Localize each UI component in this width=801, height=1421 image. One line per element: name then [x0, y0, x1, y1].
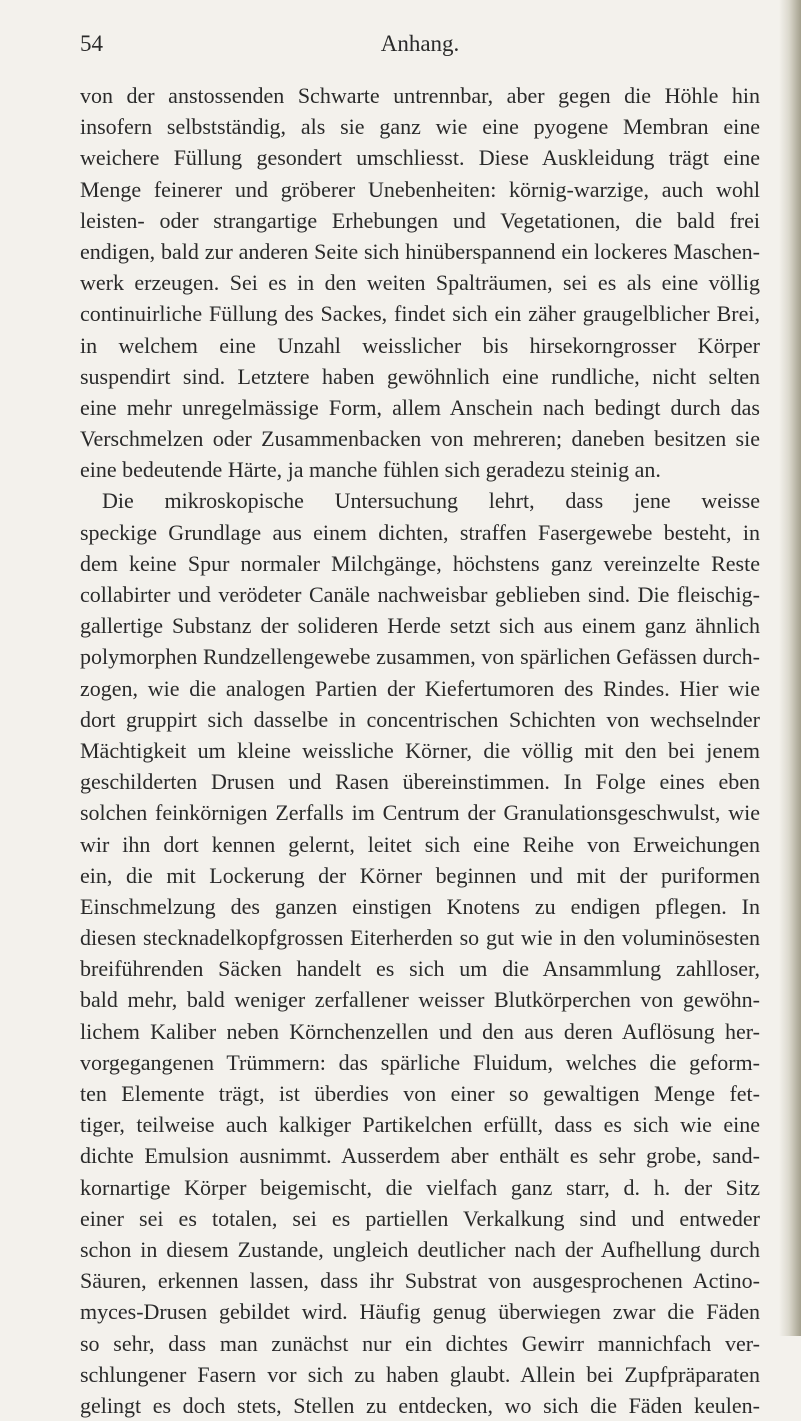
text-line: continuirliche Füllung des Sackes, findet sich ein zäher graugelblicher Brei, [80, 301, 760, 327]
text-line: insofern selbstständig, als sie ganz wie eine pyogene Membran eine [80, 114, 760, 140]
text-line: Einschmelzung des ganzen einstigen Knotens zu endigen pflegen. In [80, 893, 760, 919]
body-text [80, 80, 760, 1421]
text-line: polymorphen Rundzellengewebe zusammen, von spärlichen Gefässen durch- [80, 644, 760, 670]
text-line: solchen feinkörnigen Zerfalls im Centrum der Granulationsgeschwulst, wie [80, 800, 760, 826]
text-line: einer sei es totalen, sei es partiellen Verkalkung sind und entweder [80, 1205, 760, 1231]
text-line: schlungener Fasern vor sich zu haben glaubt. Allein bei Zupfpräparaten [80, 1361, 760, 1387]
text-line: eine mehr unregelmässige Form, allem Anschein nach bedingt durch das [80, 394, 760, 420]
text-line: tiger, teilweise auch kalkiger Partikelchen erfüllt, dass es sich wie eine [80, 1112, 760, 1138]
text-line: bald mehr, bald weniger zerfallener weisser Blutkörperchen von gewöhn- [80, 987, 760, 1013]
text-line: speckige Grundlage aus einem dichten, straffen Fasergewebe besteht, in [80, 519, 760, 545]
text-line: leisten- oder strangartige Erhebungen und Vegetationen, die bald frei [80, 207, 760, 233]
running-title: Anhang. [380, 31, 460, 56]
text-line: Mächtigkeit um kleine weissliche Körner, die völlig mit den bei jenem [80, 737, 760, 763]
text-line: weichere Füllung gesondert umschliesst. Diese Auskleidung trägt eine [80, 145, 760, 171]
text-line: werk erzeugen. Sei es in den weiten Spalträumen, sei es als eine völlig [80, 270, 760, 296]
text-line: schon in diesem Zustande, ungleich deutlicher nach der Aufhellung durch [80, 1236, 760, 1262]
text-line: wir ihn dort kennen gelernt, leitet sich eine Reihe von Erweichungen [80, 831, 760, 857]
text-line: Säuren, erkennen lassen, dass ihr Substrat von ausgesprochenen Actino- [80, 1268, 760, 1294]
text-line: Verschmelzen oder Zusammenbacken von mehreren; daneben besitzen sie [80, 426, 760, 452]
text-line: ein, die mit Lockerung der Körner beginnen und mit der puriformen [80, 862, 760, 888]
page-number: 54 [80, 31, 103, 56]
text-line: dort gruppirt sich dasselbe in concentrischen Schichten von wechselnder [80, 706, 760, 732]
text-line: endigen, bald zur anderen Seite sich hinüberspannend ein lockeres Maschen- [80, 238, 760, 264]
text-line: dem keine Spur normaler Milchgänge, höchstens ganz vereinzelte Reste [80, 550, 760, 576]
text-line: diesen stecknadelkopfgrossen Eiterherden so gut wie in den voluminösesten [80, 925, 760, 951]
text-line: collabirter und verödeter Canäle nachweisbar geblieben sind. Die fleischig- [80, 582, 760, 607]
text-line: gallertige Substanz der solideren Herde setzt sich aus einem ganz ähnlich [80, 613, 760, 639]
text-line: suspendirt sind. Letztere haben gewöhnlich eine rundliche, nicht selten [80, 363, 760, 389]
text-line: so sehr, dass man zunächst nur ein dichtes Gewirr mannichfach ver- [80, 1330, 760, 1356]
text-line: eine bedeutende Härte, ja manche fühlen sich geradezu steinig an. [80, 457, 661, 483]
text-line: breiführenden Säcken handelt es sich um die Ansammlung zahlloser, [80, 956, 760, 982]
text-line: von der anstossenden Schwarte untrennbar, aber gegen die Höhle hin [80, 83, 760, 108]
text-line: Die mikroskopische Untersuchung lehrt, dass jene weisse [102, 488, 760, 514]
page-header [80, 30, 760, 58]
page-edge-shadow [779, 0, 801, 1336]
text-line: geschilderten Drusen und Rasen übereinstimmen. In Folge eines eben [80, 769, 760, 795]
text-line: kornartige Körper beigemischt, die vielfach ganz starr, d. h. der Sitz [80, 1174, 760, 1200]
text-line: ten Elemente trägt, ist überdies von einer so gewaltigen Menge fet- [80, 1081, 760, 1106]
text-line: vorgegangenen Trümmern: das spärliche Fluidum, welches die geform- [80, 1049, 760, 1075]
text-line: Menge feinerer und gröberer Unebenheiten: körnig-warzige, auch wohl [80, 176, 760, 202]
text-line: lichem Kaliber neben Körnchenzellen und den aus deren Auflösung her- [80, 1018, 760, 1044]
text-line: zogen, wie die analogen Partien der Kiefertumoren des Rindes. Hier wie [80, 675, 760, 701]
text-line: in welchem eine Unzahl weisslicher bis hirsekorngrosser Körper [80, 332, 760, 358]
text-line: gelingt es doch stets, Stellen zu entdecken, wo sich die Fäden keulen- [80, 1392, 760, 1418]
text-line: dichte Emulsion ausnimmt. Ausserdem aber enthält es sehr grobe, sand- [80, 1143, 760, 1169]
text-line: myces-Drusen gebildet wird. Häufig genug überwiegen zwar die Fäden [80, 1299, 760, 1325]
